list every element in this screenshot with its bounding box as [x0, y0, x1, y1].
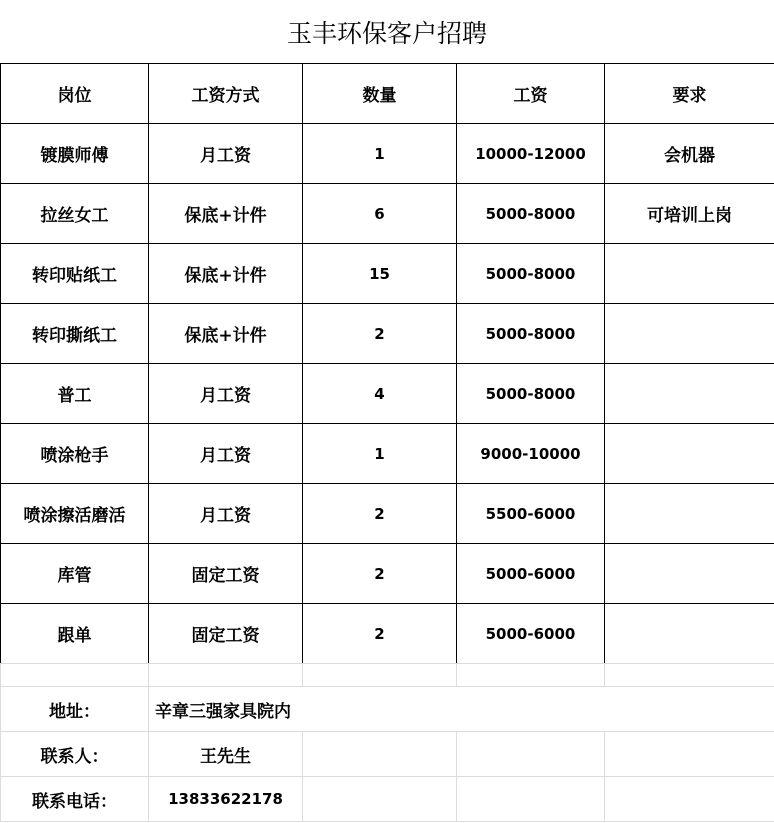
cell-position: 库管 — [1, 544, 149, 604]
empty-cell — [303, 732, 457, 777]
phone-label: 联系电话： — [1, 777, 149, 822]
cell-position: 普工 — [1, 364, 149, 424]
cell-requirement — [605, 484, 774, 544]
table-row — [1, 184, 774, 244]
empty-cell — [457, 732, 605, 777]
phone-value: 13833622178 — [149, 777, 303, 822]
table-row — [1, 604, 774, 664]
cell-requirement — [605, 604, 774, 664]
address-value: 辛章三强家具院内 — [149, 687, 774, 732]
cell-salary: 5000-6000 — [457, 544, 605, 604]
cell-requirement — [605, 304, 774, 364]
cell-count: 2 — [303, 604, 457, 664]
cell-count: 4 — [303, 364, 457, 424]
cell-requirement — [605, 244, 774, 304]
cell-salary: 5000-6000 — [457, 604, 605, 664]
cell-count: 2 — [303, 304, 457, 364]
contact-label: 联系人： — [1, 732, 149, 777]
cell-pay-type: 保底+计件 — [149, 184, 303, 244]
cell-count: 2 — [303, 544, 457, 604]
cell-position: 跟单 — [1, 604, 149, 664]
empty-cell — [605, 777, 774, 822]
table-row — [1, 244, 774, 304]
empty-cell — [605, 664, 774, 687]
cell-count: 15 — [303, 244, 457, 304]
cell-salary: 5000-8000 — [457, 244, 605, 304]
cell-requirement: 可培训上岗 — [605, 184, 774, 244]
cell-count: 6 — [303, 184, 457, 244]
table-row — [1, 304, 774, 364]
cell-requirement — [605, 364, 774, 424]
job-table — [0, 63, 774, 664]
cell-position: 拉丝女工 — [1, 184, 149, 244]
cell-pay-type: 月工资 — [149, 124, 303, 184]
contact-value: 王先生 — [149, 732, 303, 777]
contact-table — [0, 663, 774, 822]
cell-salary: 5000-8000 — [457, 364, 605, 424]
table-row — [1, 424, 774, 484]
cell-requirement — [605, 544, 774, 604]
phone-row — [1, 777, 774, 822]
cell-pay-type: 月工资 — [149, 484, 303, 544]
cell-pay-type: 保底+计件 — [149, 304, 303, 364]
spacer-row — [1, 664, 774, 687]
header-salary: 工资 — [457, 64, 605, 124]
empty-cell — [149, 664, 303, 687]
empty-cell — [457, 777, 605, 822]
cell-pay-type: 月工资 — [149, 424, 303, 484]
cell-position: 转印撕纸工 — [1, 304, 149, 364]
cell-pay-type: 保底+计件 — [149, 244, 303, 304]
table-row — [1, 544, 774, 604]
header-pay-type: 工资方式 — [149, 64, 303, 124]
cell-position: 喷涂擦活磨活 — [1, 484, 149, 544]
cell-salary: 5000-8000 — [457, 184, 605, 244]
empty-cell — [303, 664, 457, 687]
cell-position: 镀膜师傅 — [1, 124, 149, 184]
sheet-title: 玉丰环保客户招聘 — [0, 0, 774, 64]
cell-pay-type: 固定工资 — [149, 604, 303, 664]
header-count: 数量 — [303, 64, 457, 124]
cell-salary: 9000-10000 — [457, 424, 605, 484]
cell-position: 转印贴纸工 — [1, 244, 149, 304]
address-label: 地址： — [1, 687, 149, 732]
empty-cell — [605, 732, 774, 777]
empty-cell — [303, 777, 457, 822]
address-row — [1, 687, 774, 732]
table-row — [1, 364, 774, 424]
table-row — [1, 484, 774, 544]
empty-cell — [1, 664, 149, 687]
cell-pay-type: 固定工资 — [149, 544, 303, 604]
cell-pay-type: 月工资 — [149, 364, 303, 424]
header-requirement: 要求 — [605, 64, 774, 124]
header-position: 岗位 — [1, 64, 149, 124]
cell-salary: 5000-8000 — [457, 304, 605, 364]
cell-salary: 10000-12000 — [457, 124, 605, 184]
cell-requirement: 会机器 — [605, 124, 774, 184]
cell-count: 2 — [303, 484, 457, 544]
table-header-row — [1, 64, 774, 124]
cell-count: 1 — [303, 424, 457, 484]
contact-row — [1, 732, 774, 777]
cell-requirement — [605, 424, 774, 484]
empty-cell — [457, 664, 605, 687]
cell-salary: 5500-6000 — [457, 484, 605, 544]
cell-position: 喷涂枪手 — [1, 424, 149, 484]
cell-count: 1 — [303, 124, 457, 184]
table-row — [1, 124, 774, 184]
